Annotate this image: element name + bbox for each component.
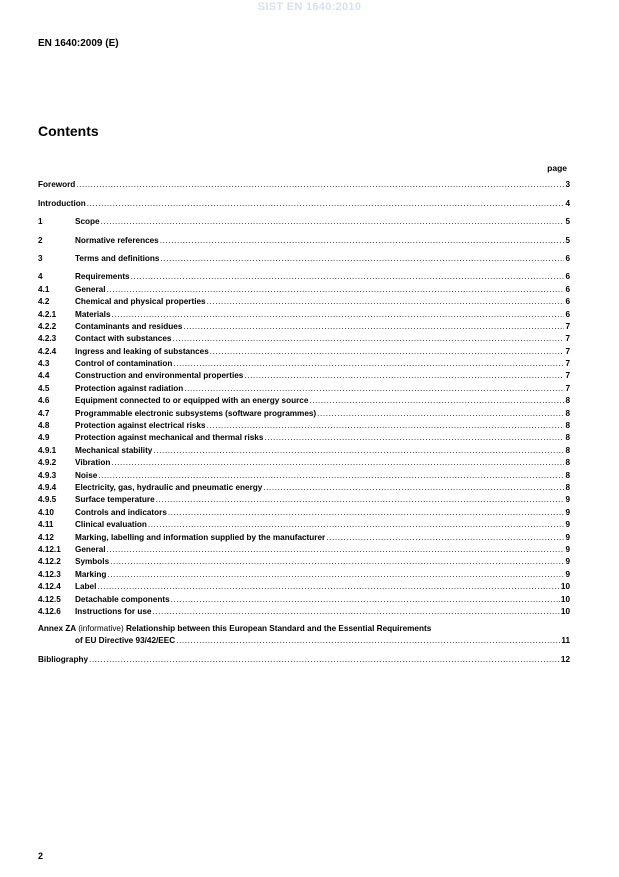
toc-entry[interactable] bbox=[38, 605, 570, 617]
toc-label: Electricity, gas, hydraulic and pneumatic energy bbox=[75, 482, 263, 492]
toc-entry[interactable] bbox=[38, 555, 570, 567]
toc-page: 11 bbox=[561, 636, 570, 646]
toc-entry[interactable] bbox=[38, 580, 570, 592]
toc-entry[interactable] bbox=[38, 505, 570, 517]
toc-number: 4.10 bbox=[38, 507, 54, 517]
toc-label: Protection against radiation bbox=[75, 383, 184, 393]
toc-label: Chemical and physical properties bbox=[75, 297, 206, 307]
toc-number: 4.11 bbox=[38, 520, 54, 530]
toc-label: Materials bbox=[75, 309, 111, 319]
toc-entry[interactable] bbox=[38, 493, 570, 505]
toc-label: Requirements bbox=[75, 272, 130, 282]
toc-entry-foreword[interactable] bbox=[38, 178, 570, 190]
toc-label: Equipment connected to or equipped with an energy source bbox=[75, 396, 309, 406]
annex-title-line1: Relationship between this European Standard and the Essential Requirements bbox=[125, 623, 432, 633]
toc-label: Mechanical stability bbox=[75, 445, 153, 455]
toc-label: Protection against electrical risks bbox=[75, 421, 206, 431]
toc-page: 8 bbox=[565, 421, 570, 431]
toc-number: 4.12.3 bbox=[38, 569, 61, 579]
toc-page: 10 bbox=[560, 582, 570, 592]
toc-page: 6 bbox=[565, 309, 570, 319]
toc-page: 9 bbox=[565, 532, 570, 542]
toc-number: 4.6 bbox=[38, 396, 50, 406]
toc-entry[interactable] bbox=[38, 215, 570, 227]
toc-page: 8 bbox=[565, 445, 570, 455]
toc-label: Marking bbox=[75, 569, 107, 579]
toc-entry[interactable] bbox=[38, 567, 570, 579]
toc-entry[interactable] bbox=[38, 431, 570, 443]
toc-number: 4.2.4 bbox=[38, 346, 57, 356]
toc-entry[interactable] bbox=[38, 233, 570, 245]
toc-entry[interactable] bbox=[38, 419, 570, 431]
toc-number: 4.7 bbox=[38, 408, 50, 418]
toc-page: 6 bbox=[565, 297, 570, 307]
toc-number: 4.12.1 bbox=[38, 544, 61, 554]
toc-entry[interactable] bbox=[38, 270, 570, 282]
toc-label: Ingress and leaking of substances bbox=[75, 346, 209, 356]
toc-page: 8 bbox=[565, 396, 570, 406]
toc-page: 6 bbox=[565, 284, 570, 294]
toc-label: Controls and indicators bbox=[75, 507, 167, 517]
page-column-label: page bbox=[547, 163, 567, 173]
toc-entry[interactable] bbox=[38, 320, 570, 332]
toc-label: Terms and definitions bbox=[75, 253, 160, 263]
toc-label: Contaminants and residues bbox=[75, 321, 183, 331]
toc-number: 4.2.2 bbox=[38, 321, 57, 331]
toc-page: 10 bbox=[560, 606, 570, 616]
toc-label: Programmable electronic subsystems (software programmes) bbox=[75, 408, 317, 418]
toc-number: 4.3 bbox=[38, 359, 50, 369]
toc-number: 3 bbox=[38, 253, 43, 263]
toc-page: 7 bbox=[565, 346, 570, 356]
toc-entry[interactable] bbox=[38, 443, 570, 455]
page-title: Contents bbox=[38, 123, 99, 139]
toc-entry[interactable] bbox=[38, 252, 570, 264]
toc-entry[interactable] bbox=[38, 369, 570, 381]
toc-label: Surface temperature bbox=[75, 495, 155, 505]
toc-entry[interactable] bbox=[38, 468, 570, 480]
toc-label: General bbox=[75, 284, 106, 294]
toc-label: Detachable components bbox=[75, 594, 170, 604]
toc-entry-annex-za[interactable] bbox=[38, 623, 570, 634]
toc-entry-bibliography[interactable] bbox=[38, 652, 570, 664]
toc-number: 4.9.2 bbox=[38, 458, 57, 468]
toc-page: 7 bbox=[565, 383, 570, 393]
toc-number: 4.8 bbox=[38, 421, 50, 431]
toc-entry[interactable] bbox=[38, 381, 570, 393]
toc-number: 4.4 bbox=[38, 371, 50, 381]
table-of-contents bbox=[38, 178, 570, 665]
toc-label: General bbox=[75, 544, 106, 554]
toc-page: 10 bbox=[560, 594, 570, 604]
toc-entry-annex-za-cont[interactable] bbox=[38, 634, 570, 646]
toc-entry[interactable] bbox=[38, 406, 570, 418]
toc-number: 4 bbox=[38, 272, 43, 282]
toc-entry[interactable] bbox=[38, 282, 570, 294]
toc-entry[interactable] bbox=[38, 530, 570, 542]
toc-number: 4.9.5 bbox=[38, 495, 57, 505]
toc-entry[interactable] bbox=[38, 344, 570, 356]
toc-page: 7 bbox=[565, 359, 570, 369]
toc-page: 9 bbox=[565, 495, 570, 505]
toc-label: Bibliography bbox=[38, 654, 89, 664]
toc-number: 4.12.6 bbox=[38, 606, 61, 616]
toc-label: Introduction bbox=[38, 198, 86, 208]
toc-number: 1 bbox=[38, 217, 43, 227]
toc-number: 4.9.3 bbox=[38, 470, 57, 480]
toc-number: 4.12.4 bbox=[38, 582, 61, 592]
toc-entry[interactable] bbox=[38, 332, 570, 344]
annex-title-line2: of EU Directive 93/42/EEC bbox=[75, 636, 176, 646]
document-id: EN 1640:2009 (E) bbox=[38, 38, 119, 49]
toc-page: 7 bbox=[565, 321, 570, 331]
annex-prefix: Annex ZA bbox=[38, 623, 76, 633]
toc-entry[interactable] bbox=[38, 592, 570, 604]
toc-number: 4.1 bbox=[38, 284, 50, 294]
toc-page: 3 bbox=[565, 180, 570, 190]
toc-entry[interactable] bbox=[38, 394, 570, 406]
toc-label: Noise bbox=[75, 470, 98, 480]
toc-entry[interactable] bbox=[38, 357, 570, 369]
toc-page: 7 bbox=[565, 334, 570, 344]
toc-number: 4.12.2 bbox=[38, 557, 61, 567]
toc-label: Instructions for use bbox=[75, 606, 152, 616]
toc-entry[interactable] bbox=[38, 456, 570, 468]
toc-page: 5 bbox=[565, 217, 570, 227]
toc-label: Foreword bbox=[38, 180, 76, 190]
toc-label: Normative references bbox=[75, 235, 159, 245]
toc-number: 4.12.5 bbox=[38, 594, 61, 604]
toc-page: 8 bbox=[565, 433, 570, 443]
toc-number: 4.2.1 bbox=[38, 309, 57, 319]
toc-page: 8 bbox=[565, 482, 570, 492]
toc-label: Symbols bbox=[75, 557, 110, 567]
toc-number: 4.12 bbox=[38, 532, 54, 542]
toc-page: 9 bbox=[565, 507, 570, 517]
toc-number: 2 bbox=[38, 235, 43, 245]
toc-page: 6 bbox=[565, 253, 570, 263]
toc-page: 7 bbox=[565, 371, 570, 381]
page-number: 2 bbox=[38, 851, 44, 861]
toc-label: Marking, labelling and information supplied by the manufacturer bbox=[75, 532, 326, 542]
toc-label: Vibration bbox=[75, 458, 111, 468]
toc-page: 6 bbox=[565, 272, 570, 282]
annex-informative: (informative) bbox=[78, 623, 124, 633]
toc-page: 5 bbox=[565, 235, 570, 245]
toc-number: 4.2 bbox=[38, 297, 50, 307]
toc-page: 12 bbox=[560, 654, 570, 664]
toc-page: 8 bbox=[565, 408, 570, 418]
toc-entry-introduction[interactable] bbox=[38, 196, 570, 208]
toc-entry[interactable] bbox=[38, 518, 570, 530]
toc-entry[interactable] bbox=[38, 481, 570, 493]
toc-page: 4 bbox=[565, 198, 570, 208]
toc-page: 8 bbox=[565, 458, 570, 468]
toc-page: 8 bbox=[565, 470, 570, 480]
toc-page: 9 bbox=[565, 557, 570, 567]
toc-entry[interactable] bbox=[38, 543, 570, 555]
toc-number: 4.9.1 bbox=[38, 445, 57, 455]
toc-label: Clinical evaluation bbox=[75, 520, 147, 530]
toc-page: 9 bbox=[565, 569, 570, 579]
toc-number: 4.9.4 bbox=[38, 482, 57, 492]
toc-entry[interactable] bbox=[38, 295, 570, 307]
toc-label: Control of contamination bbox=[75, 359, 173, 369]
toc-label: Scope bbox=[75, 217, 100, 227]
toc-label: Contact with substances bbox=[75, 334, 172, 344]
toc-number: 4.9 bbox=[38, 433, 50, 443]
toc-label: Label bbox=[75, 582, 97, 592]
toc-page: 9 bbox=[565, 544, 570, 554]
toc-page: 9 bbox=[565, 520, 570, 530]
toc-label: Construction and environmental properties bbox=[75, 371, 244, 381]
watermark: SIST EN 1640:2010 bbox=[257, 1, 362, 13]
toc-number: 4.2.3 bbox=[38, 334, 57, 344]
toc-entry[interactable] bbox=[38, 307, 570, 319]
toc-number: 4.5 bbox=[38, 383, 50, 393]
toc-label: Protection against mechanical and thermal risks bbox=[75, 433, 264, 443]
